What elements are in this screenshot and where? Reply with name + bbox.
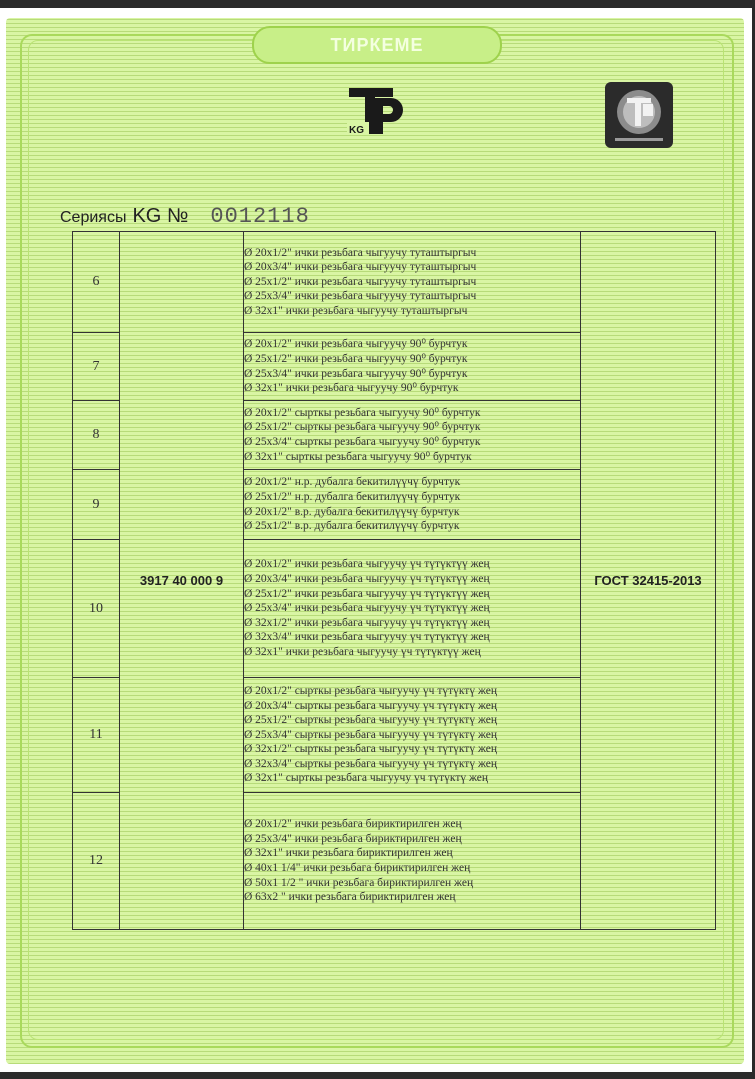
description-line: Ø 25х1/2" сырткы резьбага чыгуучу 90⁰ бурчтук	[244, 421, 481, 434]
row-description	[244, 470, 581, 540]
row-description	[244, 232, 581, 333]
description-line: Ø 63х2 " ички резьбага бириктирилген жең	[244, 891, 456, 904]
description-line: Ø 50х1 1/2 " ички резьбага бириктирилген жең	[244, 876, 474, 889]
bottom-border	[0, 1072, 755, 1079]
description-line: Ø 20х1/2" ички резьбага чыгуучу 90⁰ бурчтук	[244, 338, 468, 351]
certification-emblem-icon	[605, 82, 673, 148]
description-line: Ø 25х1/2" ички резьбага чыгуучу туташтыргыч	[244, 275, 477, 288]
description-line: Ø 25х3/4" сырткы резьбага чыгуучу үч түтүктү жең	[244, 728, 498, 741]
description-line: Ø 32х1" сырткы резьбага чыгуучу үч түтүктү жең	[244, 772, 489, 785]
description-line: Ø 32х3/4" ички резьбага чыгуучу үч түтүктүү жең	[244, 631, 490, 644]
row-description	[244, 793, 581, 930]
description-line: Ø 20х3/4" ички резьбага чыгуучу үч түтүктүү жең	[244, 573, 490, 586]
description-line: Ø 25х3/4" ички резьбага бириктирилген жең	[244, 832, 462, 845]
top-border	[0, 0, 755, 8]
description-line: Ø 20х1/2" сырткы резьбага чыгуучу 90⁰ бурчтук	[244, 406, 481, 419]
description-line: Ø 25х1/2" в.р. дубалга бекитилүүчү бурчтук	[244, 520, 460, 533]
description-line: Ø 40х1 1/4" ички резьбага бириктирилген жең	[244, 862, 471, 874]
row-number: 11	[73, 678, 120, 793]
standard: ГОСТ 32415-2013	[581, 232, 716, 930]
description-line: Ø 25х1/2" сырткы резьбага чыгуучу үч түтүктү жең	[244, 714, 498, 727]
row-description	[244, 333, 581, 401]
description-line: Ø 32х1" ички резьбага чыгуучу туташтыргыч	[244, 304, 468, 317]
description-line: Ø 20х1/2" ички резьбага чыгуучу үч түтүктүү жең	[244, 558, 490, 571]
description-line: Ø 20х1/2" н.р. дубалга бекитилүүчү бурчтук	[244, 476, 461, 489]
description-line: Ø 20х3/4" сырткы резьбага чыгуучу үч түтүктү жең	[244, 699, 498, 712]
description-line: Ø 32х1/2" ички резьбага чыгуучу үч түтүктүү жең	[244, 616, 490, 629]
row-description	[244, 540, 581, 678]
description-line: Ø 25х3/4" сырткы резьбага чыгуучу 90⁰ бурчтук	[244, 436, 481, 448]
description-line: Ø 32х1" ички резьбага бириктирилген жең	[244, 847, 453, 860]
description-line: Ø 32х1" сырткы резьбага чыгуучу 90⁰ бурчтук	[244, 450, 472, 463]
description-line: Ø 25х1/2" н.р. дубалга бекитилүүчү бурчтук	[244, 490, 461, 503]
series-label: Сериясы	[60, 209, 127, 226]
product-table	[72, 231, 716, 930]
row-description	[244, 401, 581, 470]
description-line: Ø 25х1/2" ички резьбага чыгуучу 90⁰ бурчтук	[244, 352, 468, 365]
series-code: KG №	[132, 205, 189, 227]
description-line: Ø 32х3/4" сырткы резьбага чыгуучу үч түтүктү жең	[244, 757, 498, 770]
series-line	[60, 204, 310, 229]
tr-logo-icon	[343, 84, 405, 138]
document-title: ТИРКЕМЕ	[330, 34, 424, 55]
description-line: Ø 25х3/4" ички резьбага чыгуучу үч түтүктүү жең	[244, 602, 490, 615]
description-line: Ø 25х3/4" ички резьбага чыгуучу 90⁰ бурчтук	[244, 367, 468, 380]
description-line: Ø 20х1/2" ички резьбага чыгуучу туташтыргыч	[244, 246, 477, 259]
title-tab	[252, 26, 502, 64]
table-row	[73, 232, 716, 333]
description-line: Ø 32х1" ички резьбага чыгуучу 90⁰ бурчтук	[244, 382, 459, 395]
description-line: Ø 20х3/4" ички резьбага чыгуучу туташтыргыч	[244, 261, 477, 274]
row-number: 12	[73, 793, 120, 930]
logo-text: KG	[349, 125, 364, 136]
row-number: 6	[73, 232, 120, 333]
row-number: 8	[73, 401, 120, 470]
description-line: Ø 25х3/4" ички резьбага чыгуучу туташтыргыч	[244, 290, 477, 303]
row-number: 10	[73, 540, 120, 678]
row-number: 9	[73, 470, 120, 540]
description-line: Ø 20х1/2" ички резьбага бириктирилген жең	[244, 818, 462, 831]
description-line: Ø 20х1/2" сырткы резьбага чыгуучу үч түтүктү жең	[244, 684, 498, 697]
description-line: Ø 32х1" ички резьбага чыгуучу үч түтүктүү жең	[244, 645, 481, 658]
series-number: 0012118	[210, 204, 310, 229]
description-line: Ø 32х1/2" сырткы резьбага чыгуучу үч түтүктү жең	[244, 743, 498, 756]
tnved-code: 3917 40 000 9	[120, 232, 244, 930]
description-line: Ø 20х1/2" в.р. дубалга бекитилүүчү бурчтук	[244, 505, 460, 518]
row-number: 7	[73, 333, 120, 401]
row-description	[244, 678, 581, 793]
description-line: Ø 25х1/2" ички резьбага чыгуучу үч түтүктүү жең	[244, 587, 490, 600]
